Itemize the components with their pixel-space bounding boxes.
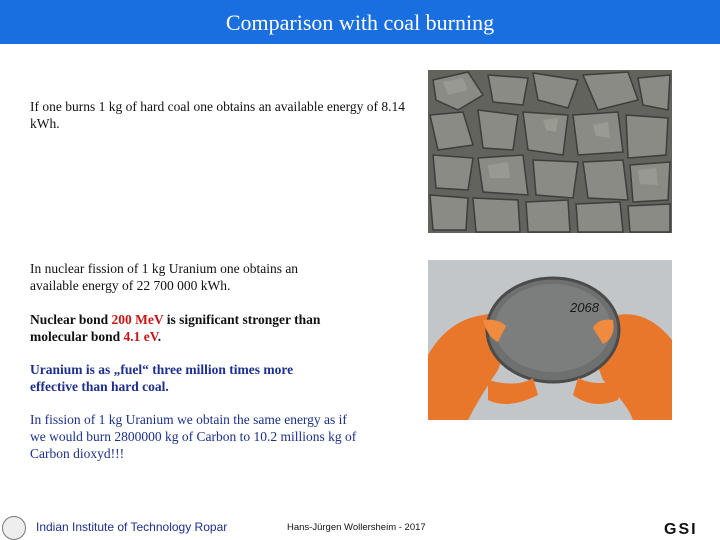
institute-name: Indian Institute of Technology Ropar	[36, 520, 228, 534]
author-credit: Hans-Jürgen Wollersheim - 2017	[287, 522, 426, 533]
bond-middle: is significant stronger than molecular bond	[30, 312, 321, 344]
coal-energy-text: If one burns 1 kg of hard coal one obtains an available energy of 8.14 kWh.	[30, 99, 406, 131]
uranium-photo	[428, 260, 672, 420]
nuclear-bond-value: 200 MeV	[111, 312, 164, 327]
uranium-disk-image	[428, 260, 672, 420]
gsi-logo	[664, 518, 718, 538]
bond-comparison-text	[30, 311, 340, 345]
fission-energy-text: In nuclear fission of 1 kg Uranium one obtains an available energy of 22 700 000 kWh.	[30, 261, 299, 293]
gsi-logo-text: GSI	[664, 521, 698, 538]
slide-title: Comparison with coal burning	[225, 10, 495, 35]
carbon-equivalent-text: In fission of 1 kg Uranium we obtain the same energy as if we would burn 2800000 kg of Carbon to 10.2 millions kg of Carbon dioxyd!!!	[30, 412, 357, 461]
title-bar	[0, 0, 720, 44]
disk-label: 2068	[570, 300, 599, 315]
fuel-comparison-text: Uranium is as „fuel“ three million times more effective than hard coal.	[30, 362, 294, 394]
bond-suffix: .	[157, 329, 162, 344]
molecular-bond-value: 4.1 eV	[123, 329, 158, 344]
coal-lumps-image	[428, 70, 672, 233]
bond-prefix: Nuclear bond	[30, 312, 112, 327]
iit-ropar-logo	[2, 516, 26, 540]
coal-photo	[428, 70, 672, 233]
